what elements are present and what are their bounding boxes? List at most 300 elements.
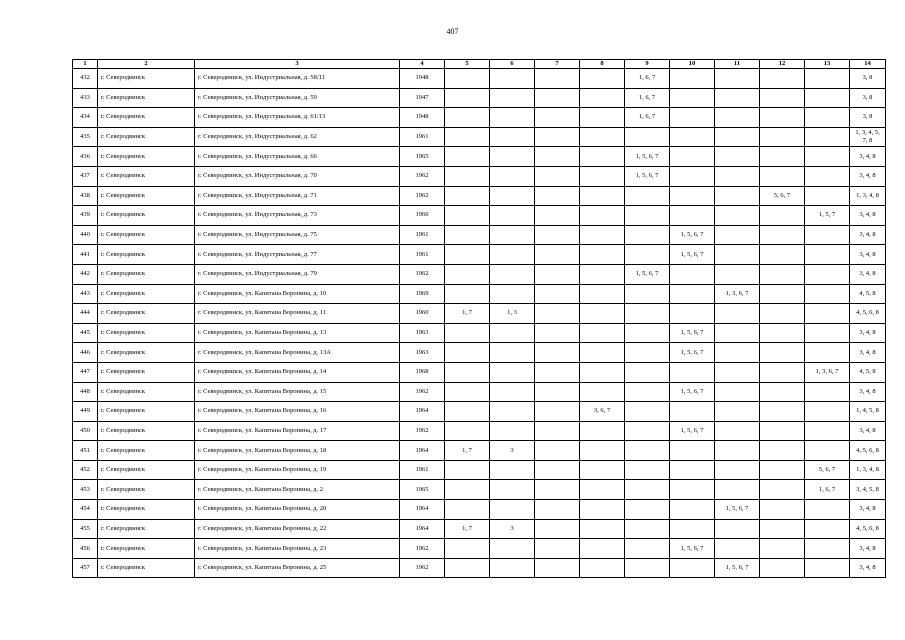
cell-col-9 bbox=[625, 127, 670, 147]
cell-col-8 bbox=[580, 480, 625, 500]
cell-col-1: 453 bbox=[73, 480, 98, 500]
cell-col-1: 457 bbox=[73, 558, 98, 578]
cell-col-11 bbox=[715, 166, 760, 186]
cell-col-14: 4, 5, 6, 8 bbox=[850, 519, 886, 539]
cell-col-2: г. Северодвинск bbox=[98, 323, 195, 343]
cell-col-11: 1, 5, 6, 7 bbox=[715, 558, 760, 578]
cell-col-2: г. Северодвинск bbox=[98, 166, 195, 186]
cell-col-4: 1947 bbox=[400, 88, 445, 108]
cell-col-13 bbox=[805, 88, 850, 108]
cell-col-1: 434 bbox=[73, 108, 98, 128]
cell-col-1: 445 bbox=[73, 323, 98, 343]
cell-col-1: 456 bbox=[73, 539, 98, 559]
cell-col-10 bbox=[670, 441, 715, 461]
cell-col-11: 1, 3, 6, 7 bbox=[715, 284, 760, 304]
cell-col-6: 3 bbox=[490, 441, 535, 461]
cell-col-5 bbox=[445, 69, 490, 89]
cell-col-10: 1, 5, 6, 7 bbox=[670, 382, 715, 402]
cell-col-9: 1, 6, 7 bbox=[625, 108, 670, 128]
cell-col-9: 1, 5, 6, 7 bbox=[625, 147, 670, 167]
cell-col-11 bbox=[715, 343, 760, 363]
cell-col-6 bbox=[490, 402, 535, 422]
cell-col-2: г. Северодвинск bbox=[98, 147, 195, 167]
cell-col-2: г. Северодвинск bbox=[98, 343, 195, 363]
cell-col-10 bbox=[670, 284, 715, 304]
cell-col-12 bbox=[760, 539, 805, 559]
cell-col-12 bbox=[760, 304, 805, 324]
cell-col-6 bbox=[490, 147, 535, 167]
cell-col-1: 451 bbox=[73, 441, 98, 461]
cell-col-4: 1964 bbox=[400, 500, 445, 520]
table-row bbox=[73, 108, 886, 128]
cell-col-11 bbox=[715, 186, 760, 206]
cell-col-1: 435 bbox=[73, 127, 98, 147]
cell-col-3: г. Северодвинск, ул. Индустриальная, д. 58/11 bbox=[195, 69, 400, 89]
cell-col-13: 1, 3, 6, 7 bbox=[805, 362, 850, 382]
cell-col-8 bbox=[580, 108, 625, 128]
cell-col-8: 3, 6, 7 bbox=[580, 402, 625, 422]
cell-col-3: г. Северодвинск, ул. Индустриальная, д. 73 bbox=[195, 206, 400, 226]
cell-col-7 bbox=[535, 362, 580, 382]
table-row bbox=[73, 500, 886, 520]
cell-col-5: 1, 7 bbox=[445, 304, 490, 324]
cell-col-6 bbox=[490, 460, 535, 480]
cell-col-4: 1960 bbox=[400, 304, 445, 324]
cell-col-6 bbox=[490, 382, 535, 402]
cell-col-14: 3, 4, 5, 8 bbox=[850, 480, 886, 500]
cell-col-2: г. Северодвинск bbox=[98, 480, 195, 500]
cell-col-14: 4, 5, 8 bbox=[850, 362, 886, 382]
cell-col-4: 1948 bbox=[400, 69, 445, 89]
cell-col-2: г. Северодвинск bbox=[98, 225, 195, 245]
cell-col-12 bbox=[760, 127, 805, 147]
cell-col-12 bbox=[760, 147, 805, 167]
cell-col-9: 1, 6, 7 bbox=[625, 69, 670, 89]
cell-col-4: 1962 bbox=[400, 382, 445, 402]
cell-col-4: 1962 bbox=[400, 421, 445, 441]
cell-col-3: г. Северодвинск, ул. Капитана Воронина, д. 17 bbox=[195, 421, 400, 441]
cell-col-13 bbox=[805, 186, 850, 206]
column-header-10: 10 bbox=[670, 60, 715, 69]
cell-col-11 bbox=[715, 480, 760, 500]
cell-col-5 bbox=[445, 284, 490, 304]
cell-col-11 bbox=[715, 323, 760, 343]
cell-col-11 bbox=[715, 147, 760, 167]
cell-col-7 bbox=[535, 69, 580, 89]
cell-col-9 bbox=[625, 225, 670, 245]
cell-col-3: г. Северодвинск, ул. Индустриальная, д. 61/13 bbox=[195, 108, 400, 128]
cell-col-5 bbox=[445, 186, 490, 206]
cell-col-13 bbox=[805, 304, 850, 324]
table-row bbox=[73, 225, 886, 245]
cell-col-8 bbox=[580, 88, 625, 108]
cell-col-12 bbox=[760, 402, 805, 422]
cell-col-8 bbox=[580, 166, 625, 186]
cell-col-3: г. Северодвинск, ул. Индустриальная, д. 71 bbox=[195, 186, 400, 206]
cell-col-5: 1, 7 bbox=[445, 441, 490, 461]
cell-col-2: г. Северодвинск bbox=[98, 245, 195, 265]
cell-col-6 bbox=[490, 186, 535, 206]
cell-col-6 bbox=[490, 500, 535, 520]
cell-col-5: 1, 7 bbox=[445, 519, 490, 539]
cell-col-11 bbox=[715, 69, 760, 89]
table-row bbox=[73, 558, 886, 578]
cell-col-12 bbox=[760, 284, 805, 304]
column-header-4: 4 bbox=[400, 60, 445, 69]
cell-col-5 bbox=[445, 558, 490, 578]
cell-col-10 bbox=[670, 558, 715, 578]
cell-col-8 bbox=[580, 284, 625, 304]
cell-col-8 bbox=[580, 519, 625, 539]
cell-col-8 bbox=[580, 500, 625, 520]
cell-col-3: г. Северодвинск, ул. Капитана Воронина, д. 23 bbox=[195, 539, 400, 559]
cell-col-12 bbox=[760, 264, 805, 284]
cell-col-4: 1964 bbox=[400, 519, 445, 539]
cell-col-3: г. Северодвинск, ул. Капитана Воронина, д. 13 bbox=[195, 323, 400, 343]
cell-col-7 bbox=[535, 382, 580, 402]
cell-col-9 bbox=[625, 304, 670, 324]
cell-col-14: 1, 3, 4, 5, 7, 8 bbox=[850, 127, 886, 147]
table-row bbox=[73, 402, 886, 422]
cell-col-3: г. Северодвинск, ул. Индустриальная, д. 66 bbox=[195, 147, 400, 167]
cell-col-13 bbox=[805, 382, 850, 402]
cell-col-13 bbox=[805, 441, 850, 461]
cell-col-11 bbox=[715, 264, 760, 284]
cell-col-2: г. Северодвинск bbox=[98, 304, 195, 324]
cell-col-6 bbox=[490, 264, 535, 284]
cell-col-7 bbox=[535, 343, 580, 363]
cell-col-8 bbox=[580, 421, 625, 441]
cell-col-11 bbox=[715, 402, 760, 422]
cell-col-5 bbox=[445, 362, 490, 382]
cell-col-3: г. Северодвинск, ул. Индустриальная, д. 75 bbox=[195, 225, 400, 245]
cell-col-12 bbox=[760, 441, 805, 461]
cell-col-5 bbox=[445, 127, 490, 147]
cell-col-6 bbox=[490, 88, 535, 108]
cell-col-3: г. Северодвинск, ул. Капитана Воронина, д. 22 bbox=[195, 519, 400, 539]
table-row bbox=[73, 147, 886, 167]
cell-col-1: 455 bbox=[73, 519, 98, 539]
cell-col-12 bbox=[760, 460, 805, 480]
cell-col-5 bbox=[445, 421, 490, 441]
cell-col-14: 3, 4, 8 bbox=[850, 166, 886, 186]
cell-col-13: 1, 5, 7 bbox=[805, 206, 850, 226]
cell-col-5 bbox=[445, 480, 490, 500]
cell-col-5 bbox=[445, 402, 490, 422]
cell-col-8 bbox=[580, 304, 625, 324]
cell-col-6 bbox=[490, 323, 535, 343]
cell-col-1: 438 bbox=[73, 186, 98, 206]
cell-col-8 bbox=[580, 264, 625, 284]
cell-col-14: 3, 4, 8 bbox=[850, 558, 886, 578]
cell-col-4: 1969 bbox=[400, 284, 445, 304]
cell-col-1: 436 bbox=[73, 147, 98, 167]
column-header-8: 8 bbox=[580, 60, 625, 69]
cell-col-12 bbox=[760, 382, 805, 402]
cell-col-7 bbox=[535, 147, 580, 167]
cell-col-4: 1962 bbox=[400, 166, 445, 186]
cell-col-7 bbox=[535, 108, 580, 128]
column-header-6: 6 bbox=[490, 60, 535, 69]
cell-col-2: г. Северодвинск bbox=[98, 284, 195, 304]
cell-col-2: г. Северодвинск bbox=[98, 264, 195, 284]
cell-col-12 bbox=[760, 480, 805, 500]
cell-col-7 bbox=[535, 402, 580, 422]
cell-col-4: 1963 bbox=[400, 343, 445, 363]
column-header-3: 3 bbox=[195, 60, 400, 69]
cell-col-8 bbox=[580, 362, 625, 382]
cell-col-11: 1, 5, 6, 7 bbox=[715, 500, 760, 520]
cell-col-10: 1, 5, 6, 7 bbox=[670, 323, 715, 343]
cell-col-3: г. Северодвинск, ул. Капитана Воронина, д. 14 bbox=[195, 362, 400, 382]
cell-col-10 bbox=[670, 127, 715, 147]
cell-col-1: 452 bbox=[73, 460, 98, 480]
cell-col-8 bbox=[580, 539, 625, 559]
cell-col-11 bbox=[715, 206, 760, 226]
table-row bbox=[73, 206, 886, 226]
cell-col-14: 3, 4, 8 bbox=[850, 264, 886, 284]
cell-col-3: г. Северодвинск, ул. Капитана Воронина, д. 19 bbox=[195, 460, 400, 480]
cell-col-9: 1, 5, 6, 7 bbox=[625, 166, 670, 186]
cell-col-3: г. Северодвинск, ул. Капитана Воронина, д. 11 bbox=[195, 304, 400, 324]
cell-col-10: 1, 5, 6, 7 bbox=[670, 343, 715, 363]
cell-col-13 bbox=[805, 421, 850, 441]
cell-col-14: 4, 5, 6, 8 bbox=[850, 441, 886, 461]
cell-col-11 bbox=[715, 108, 760, 128]
table-row bbox=[73, 441, 886, 461]
cell-col-10: 1, 5, 6, 7 bbox=[670, 245, 715, 265]
cell-col-5 bbox=[445, 206, 490, 226]
cell-col-8 bbox=[580, 441, 625, 461]
cell-col-3: г. Северодвинск, ул. Капитана Воронина, д. 18 bbox=[195, 441, 400, 461]
cell-col-7 bbox=[535, 225, 580, 245]
cell-col-6 bbox=[490, 284, 535, 304]
cell-col-12 bbox=[760, 323, 805, 343]
cell-col-3: г. Северодвинск, ул. Капитана Воронина, д. 15 bbox=[195, 382, 400, 402]
cell-col-7 bbox=[535, 186, 580, 206]
cell-col-12 bbox=[760, 166, 805, 186]
cell-col-6 bbox=[490, 206, 535, 226]
cell-col-2: г. Северодвинск bbox=[98, 206, 195, 226]
cell-col-14: 3, 4, 8 bbox=[850, 421, 886, 441]
cell-col-5 bbox=[445, 460, 490, 480]
cell-col-7 bbox=[535, 284, 580, 304]
cell-col-5 bbox=[445, 343, 490, 363]
cell-col-7 bbox=[535, 441, 580, 461]
cell-col-7 bbox=[535, 264, 580, 284]
cell-col-4: 1964 bbox=[400, 402, 445, 422]
cell-col-9 bbox=[625, 343, 670, 363]
cell-col-13 bbox=[805, 264, 850, 284]
cell-col-12 bbox=[760, 362, 805, 382]
housing-table bbox=[72, 59, 886, 578]
cell-col-5 bbox=[445, 108, 490, 128]
cell-col-9 bbox=[625, 186, 670, 206]
cell-col-6 bbox=[490, 539, 535, 559]
cell-col-14: 1, 3, 4, 8 bbox=[850, 186, 886, 206]
table-header-row bbox=[73, 60, 886, 69]
table-row bbox=[73, 519, 886, 539]
cell-col-11 bbox=[715, 539, 760, 559]
table-row bbox=[73, 304, 886, 324]
cell-col-12 bbox=[760, 245, 805, 265]
cell-col-3: г. Северодвинск, ул. Капитана Воронина, д. 20 bbox=[195, 500, 400, 520]
cell-col-7 bbox=[535, 206, 580, 226]
cell-col-14: 3, 4, 8 bbox=[850, 500, 886, 520]
cell-col-12 bbox=[760, 500, 805, 520]
cell-col-12 bbox=[760, 519, 805, 539]
cell-col-10 bbox=[670, 304, 715, 324]
cell-col-13 bbox=[805, 245, 850, 265]
cell-col-12 bbox=[760, 88, 805, 108]
cell-col-9 bbox=[625, 519, 670, 539]
cell-col-7 bbox=[535, 245, 580, 265]
cell-col-5 bbox=[445, 225, 490, 245]
cell-col-10: 1, 5, 6, 7 bbox=[670, 225, 715, 245]
cell-col-14: 4, 5, 8 bbox=[850, 284, 886, 304]
cell-col-5 bbox=[445, 166, 490, 186]
cell-col-9 bbox=[625, 441, 670, 461]
cell-col-4: 1961 bbox=[400, 245, 445, 265]
table-row bbox=[73, 166, 886, 186]
cell-col-8 bbox=[580, 147, 625, 167]
cell-col-3: г. Северодвинск, ул. Капитана Воронина, д. 10 bbox=[195, 284, 400, 304]
column-header-9: 9 bbox=[625, 60, 670, 69]
cell-col-8 bbox=[580, 558, 625, 578]
cell-col-2: г. Северодвинск bbox=[98, 127, 195, 147]
cell-col-13 bbox=[805, 225, 850, 245]
cell-col-3: г. Северодвинск, ул. Индустриальная, д. 70 bbox=[195, 166, 400, 186]
cell-col-6: 1, 3 bbox=[490, 304, 535, 324]
table-row bbox=[73, 480, 886, 500]
cell-col-11 bbox=[715, 225, 760, 245]
table-row bbox=[73, 539, 886, 559]
cell-col-5 bbox=[445, 382, 490, 402]
cell-col-13 bbox=[805, 147, 850, 167]
cell-col-2: г. Северодвинск bbox=[98, 88, 195, 108]
cell-col-12 bbox=[760, 225, 805, 245]
cell-col-3: г. Северодвинск, ул. Капитана Воронина, д. 13А bbox=[195, 343, 400, 363]
table-row bbox=[73, 421, 886, 441]
cell-col-2: г. Северодвинск bbox=[98, 519, 195, 539]
cell-col-13 bbox=[805, 108, 850, 128]
cell-col-10 bbox=[670, 402, 715, 422]
cell-col-10 bbox=[670, 500, 715, 520]
cell-col-9 bbox=[625, 500, 670, 520]
cell-col-8 bbox=[580, 460, 625, 480]
cell-col-11 bbox=[715, 127, 760, 147]
cell-col-13 bbox=[805, 323, 850, 343]
table-row bbox=[73, 186, 886, 206]
column-header-7: 7 bbox=[535, 60, 580, 69]
cell-col-5 bbox=[445, 323, 490, 343]
cell-col-12 bbox=[760, 206, 805, 226]
cell-col-12 bbox=[760, 558, 805, 578]
cell-col-6 bbox=[490, 480, 535, 500]
cell-col-9 bbox=[625, 284, 670, 304]
column-header-14: 14 bbox=[850, 60, 886, 69]
cell-col-14: 1, 4, 5, 8 bbox=[850, 402, 886, 422]
cell-col-13 bbox=[805, 69, 850, 89]
cell-col-3: г. Северодвинск, ул. Капитана Воронина, д. 2 bbox=[195, 480, 400, 500]
cell-col-6 bbox=[490, 362, 535, 382]
cell-col-2: г. Северодвинск bbox=[98, 382, 195, 402]
cell-col-2: г. Северодвинск bbox=[98, 402, 195, 422]
cell-col-3: г. Северодвинск, ул. Индустриальная, д. 77 bbox=[195, 245, 400, 265]
cell-col-14: 3, 4, 8 bbox=[850, 147, 886, 167]
cell-col-10: 1, 5, 6, 7 bbox=[670, 539, 715, 559]
cell-col-2: г. Северодвинск bbox=[98, 558, 195, 578]
cell-col-9 bbox=[625, 206, 670, 226]
cell-col-11 bbox=[715, 245, 760, 265]
cell-col-1: 432 bbox=[73, 69, 98, 89]
cell-col-2: г. Северодвинск bbox=[98, 108, 195, 128]
column-header-13: 13 bbox=[805, 60, 850, 69]
cell-col-14: 3, 4, 8 bbox=[850, 323, 886, 343]
column-header-12: 12 bbox=[760, 60, 805, 69]
cell-col-8 bbox=[580, 186, 625, 206]
cell-col-1: 447 bbox=[73, 362, 98, 382]
cell-col-10 bbox=[670, 206, 715, 226]
cell-col-11 bbox=[715, 304, 760, 324]
cell-col-14: 3, 4, 8 bbox=[850, 225, 886, 245]
cell-col-4: 1965 bbox=[400, 480, 445, 500]
cell-col-10 bbox=[670, 166, 715, 186]
page-number: 407 bbox=[446, 27, 459, 36]
cell-col-5 bbox=[445, 264, 490, 284]
cell-col-5 bbox=[445, 88, 490, 108]
table-row bbox=[73, 127, 886, 147]
cell-col-10: 1, 5, 6, 7 bbox=[670, 421, 715, 441]
cell-col-6 bbox=[490, 558, 535, 578]
cell-col-7 bbox=[535, 558, 580, 578]
cell-col-10 bbox=[670, 147, 715, 167]
cell-col-10 bbox=[670, 362, 715, 382]
cell-col-14: 3, 8 bbox=[850, 88, 886, 108]
cell-col-12: 5, 6, 7 bbox=[760, 186, 805, 206]
cell-col-13: 5, 6, 7 bbox=[805, 460, 850, 480]
cell-col-5 bbox=[445, 500, 490, 520]
cell-col-4: 1961 bbox=[400, 225, 445, 245]
cell-col-14: 3, 8 bbox=[850, 69, 886, 89]
table-row bbox=[73, 69, 886, 89]
cell-col-5 bbox=[445, 147, 490, 167]
cell-col-10 bbox=[670, 108, 715, 128]
cell-col-4: 1964 bbox=[400, 441, 445, 461]
cell-col-8 bbox=[580, 225, 625, 245]
cell-col-10 bbox=[670, 264, 715, 284]
cell-col-8 bbox=[580, 343, 625, 363]
table-row bbox=[73, 284, 886, 304]
table-row bbox=[73, 460, 886, 480]
cell-col-10 bbox=[670, 88, 715, 108]
cell-col-8 bbox=[580, 127, 625, 147]
cell-col-13 bbox=[805, 519, 850, 539]
cell-col-8 bbox=[580, 69, 625, 89]
cell-col-4: 1948 bbox=[400, 108, 445, 128]
table-row bbox=[73, 382, 886, 402]
cell-col-13 bbox=[805, 166, 850, 186]
column-header-11: 11 bbox=[715, 60, 760, 69]
cell-col-4: 1962 bbox=[400, 186, 445, 206]
cell-col-14: 3, 8 bbox=[850, 108, 886, 128]
cell-col-1: 448 bbox=[73, 382, 98, 402]
cell-col-14: 3, 4, 8 bbox=[850, 539, 886, 559]
cell-col-1: 437 bbox=[73, 166, 98, 186]
cell-col-8 bbox=[580, 323, 625, 343]
cell-col-6: 3 bbox=[490, 519, 535, 539]
cell-col-2: г. Северодвинск bbox=[98, 69, 195, 89]
